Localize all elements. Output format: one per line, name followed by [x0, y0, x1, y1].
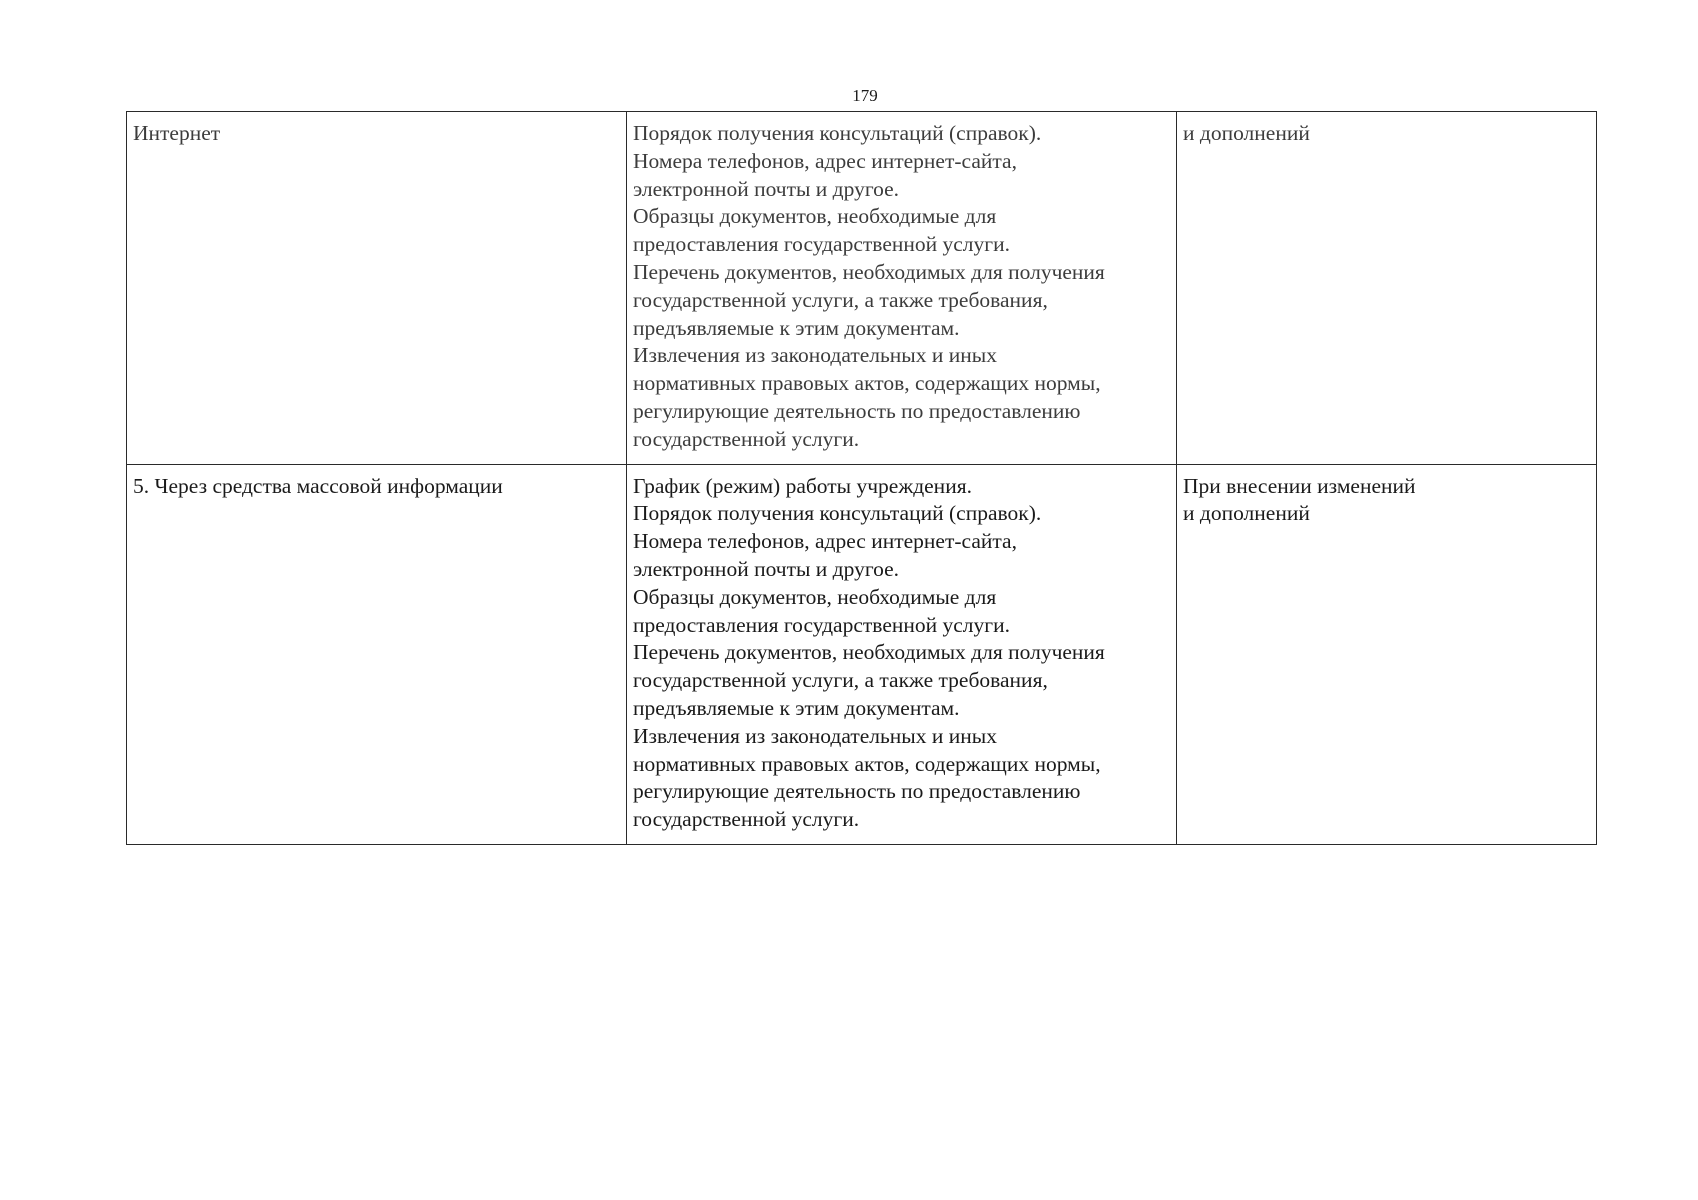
channel-text: 5. Через средства массовой информации — [133, 473, 503, 498]
content-line: государственной услуги, а также требования, — [633, 668, 1048, 693]
frequency-cell — [1177, 112, 1597, 465]
table-row — [127, 464, 1597, 844]
content-line: государственной услуги. — [633, 807, 860, 832]
content-line: предоставления государственной услуги. — [633, 232, 1010, 257]
content-line: Перечень документов, необходимых для получения — [633, 640, 1105, 665]
content-line: предоставления государственной услуги. — [633, 612, 1010, 637]
content-line: регулирующие деятельность по предоставлению — [633, 779, 1081, 804]
channel-cell — [127, 464, 627, 844]
content-line: нормативных правовых актов, содержащих нормы, — [633, 751, 1101, 776]
content-cell — [627, 464, 1177, 844]
content-line: Перечень документов, необходимых для получения — [633, 259, 1105, 284]
frequency-text: и дополнений — [1183, 501, 1310, 526]
content-line: электронной почты и другое. — [633, 556, 900, 581]
content-line: Порядок получения консультаций (справок). — [633, 501, 1042, 526]
channel-text: Интернет — [133, 121, 221, 145]
info-table — [126, 111, 1597, 845]
page-number: 179 — [852, 86, 878, 105]
content-line: График (режим) работы учреждения. — [633, 473, 972, 498]
content-line: Номера телефонов, адрес интернет-сайта, — [633, 529, 1017, 554]
content-line: государственной услуги, а также требования, — [633, 287, 1048, 312]
content-line: Порядок получения консультаций (справок). — [633, 121, 1042, 145]
content-line: предъявляемые к этим документам. — [633, 315, 960, 340]
content-line: регулирующие деятельность по предоставлению — [633, 398, 1081, 423]
content-line: электронной почты и другое. — [633, 176, 900, 201]
content-line: предъявляемые к этим документам. — [633, 695, 960, 720]
content-line: Номера телефонов, адрес интернет-сайта, — [633, 148, 1017, 173]
content-line: Извлечения из законодательных и иных — [633, 723, 997, 748]
content-line: Извлечения из законодательных и иных — [633, 343, 997, 368]
content-line: Образцы документов, необходимые для — [633, 584, 997, 609]
frequency-text: и дополнений — [1183, 121, 1310, 145]
frequency-text: При внесении изменений — [1183, 473, 1416, 498]
channel-cell — [127, 112, 627, 465]
content-line: государственной услуги. — [633, 426, 860, 451]
content-line: Образцы документов, необходимые для — [633, 204, 997, 229]
content-line: нормативных правовых актов, содержащих нормы, — [633, 371, 1101, 396]
table-row — [127, 112, 1597, 465]
frequency-cell — [1177, 464, 1597, 844]
content-cell — [627, 112, 1177, 465]
